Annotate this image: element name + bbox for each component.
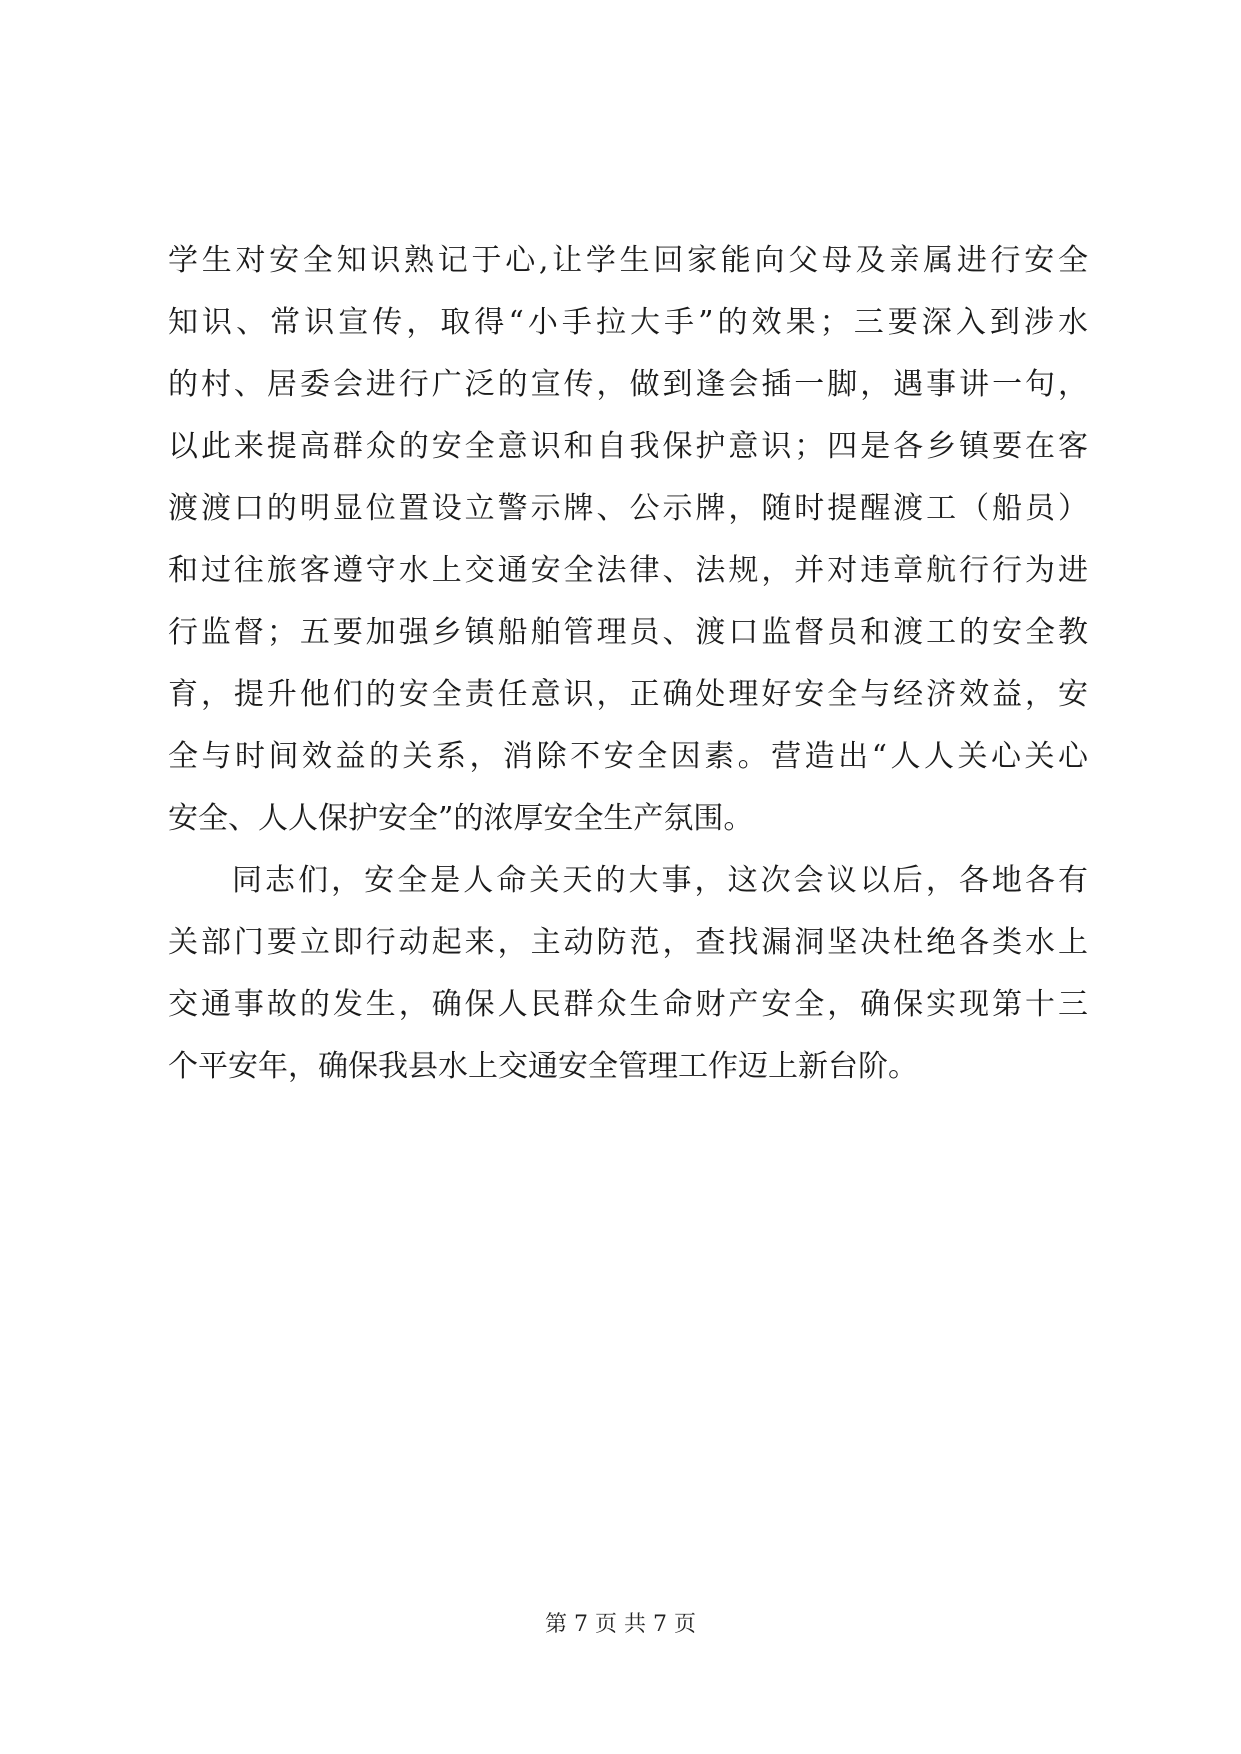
text-line: 和过往旅客遵守水上交通安全法律、法规，并对违章航行行为进 <box>168 553 1088 588</box>
text-line: 安全、人人保护安全”的浓厚安全生产氛围。 <box>168 801 754 836</box>
text-line: 学生对安全知识熟记于心,让学生回家能向父母及亲属进行安全 <box>168 243 1088 278</box>
text-line: 渡渡口的明显位置设立警示牌、公示牌，随时提醒渡工（船员） <box>168 491 1088 526</box>
text-line: 全与时间效益的关系，消除不安全因素。营造出“人人关心关心 <box>168 739 1088 774</box>
text-line: 以此来提高群众的安全意识和自我保护意识；四是各乡镇要在客 <box>168 429 1088 464</box>
page-number-footer: 第 7 页 共 7 页 <box>545 1612 696 1637</box>
text-line: 关部门要立即行动起来，主动防范，查找漏洞坚决杜绝各类水上 <box>168 925 1088 960</box>
paragraph-1 <box>168 230 1088 850</box>
text-line: 行监督；五要加强乡镇船舶管理员、渡口监督员和渡工的安全教 <box>168 615 1088 650</box>
text-line: 同志们，安全是人命关天的大事，这次会议以后，各地各有 <box>232 863 1088 898</box>
document-body <box>168 230 1088 1098</box>
text-line: 交通事故的发生，确保人民群众生命财产安全，确保实现第十三 <box>168 987 1088 1022</box>
text-line: 知识、常识宣传，取得“小手拉大手”的效果；三要深入到涉水 <box>168 305 1088 340</box>
text-line: 育，提升他们的安全责任意识，正确处理好安全与经济效益，安 <box>168 677 1088 712</box>
text-line: 个平安年，确保我县水上交通安全管理工作迈上新台阶。 <box>168 1049 918 1084</box>
text-line: 的村、居委会进行广泛的宣传，做到逢会插一脚，遇事讲一句， <box>168 367 1088 402</box>
paragraph-2 <box>168 850 1088 1098</box>
